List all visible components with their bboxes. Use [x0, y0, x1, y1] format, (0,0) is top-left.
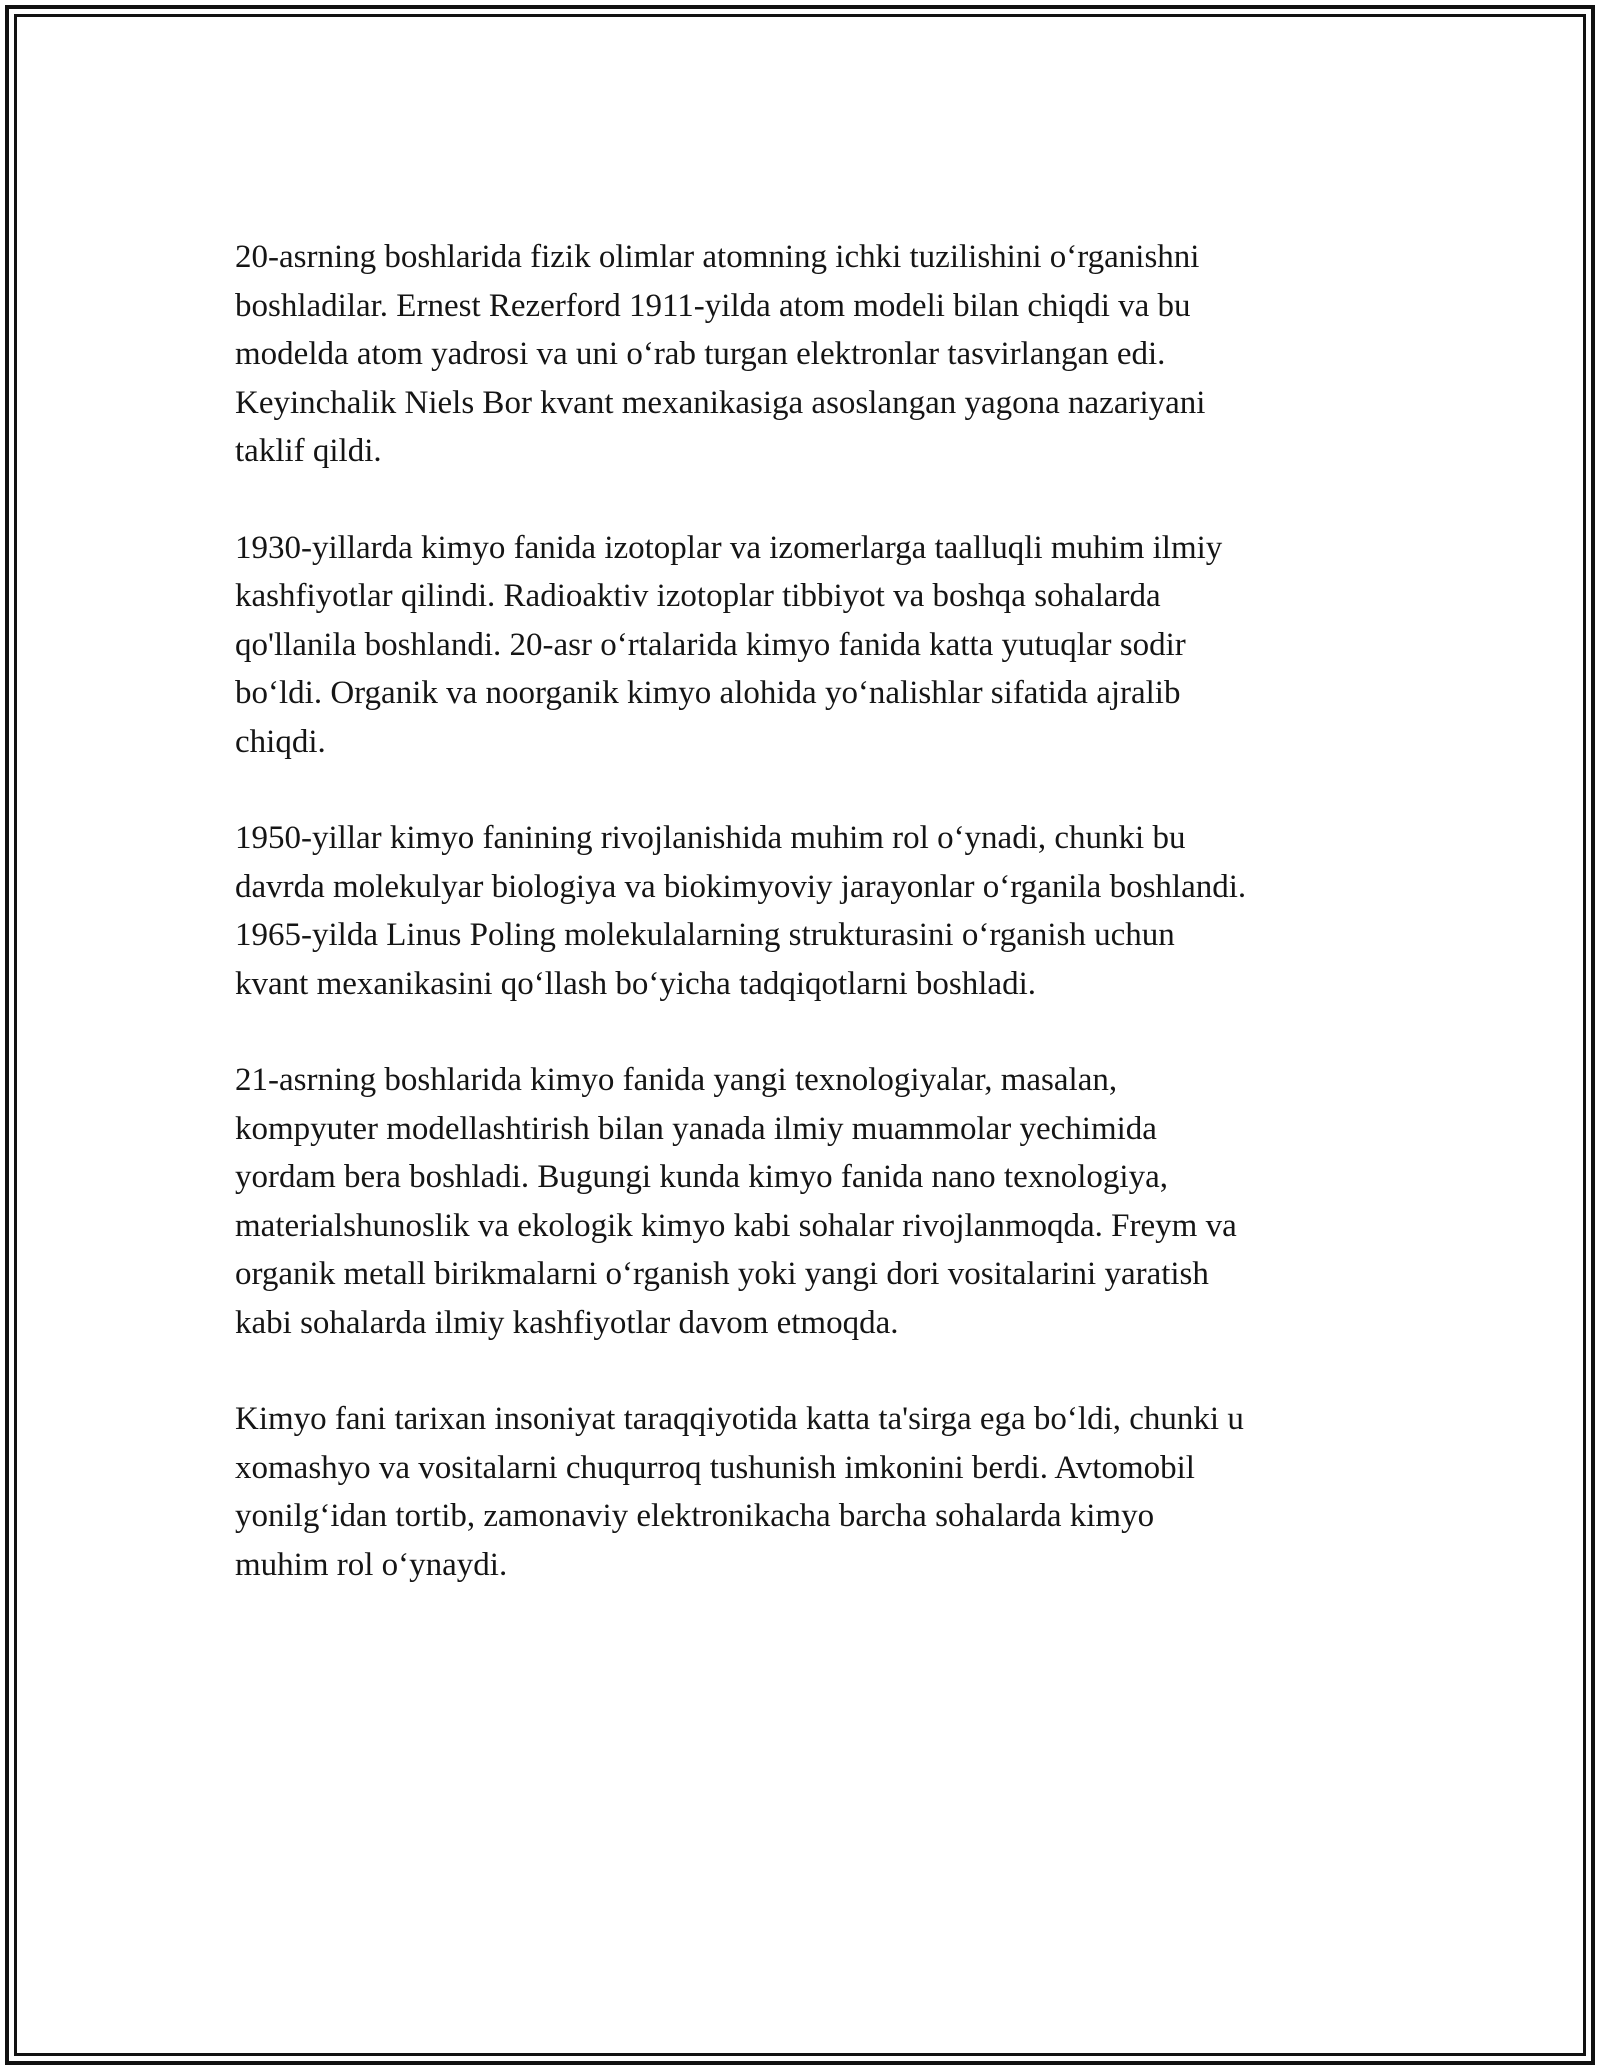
- text-line: qo'llanila boshlandi. 20-asr o‘rtalarida kimyo fanida katta yutuqlar sodir: [235, 626, 1186, 663]
- paragraph-1: [235, 233, 1375, 476]
- text-line: kvant mexanikasini qo‘llash bo‘yicha tadqiqotlarni boshladi.: [235, 965, 1036, 1002]
- text-line: 21-asrning boshlarida kimyo fanida yangi texnologiyalar, masalan,: [235, 1062, 1118, 1098]
- document-body: [235, 233, 1375, 1637]
- paragraph-5: [235, 1395, 1375, 1589]
- text-line: xomashyo va vositalarni chuqurroq tushunish imkonini berdi. Avtomobil: [235, 1449, 1195, 1486]
- text-line: muhim rol o‘ynaydi.: [235, 1546, 508, 1583]
- text-line: kompyuter modellashtirish bilan yanada ilmiy muammolar yechimida: [235, 1110, 1157, 1147]
- text-line: 20-asrning boshlarida fizik olimlar atomning ichki tuzilishini o‘rganishni: [235, 239, 1200, 275]
- text-line: yonilg‘idan tortib, zamonaviy elektronikacha barcha sohalarda kimyo: [235, 1498, 1155, 1534]
- text-line: boshladilar. Ernest Rezerford 1911-yilda atom modeli bilan chiqdi va bu: [235, 287, 1191, 324]
- text-line: organik metall birikmalarni o‘rganish yoki yangi dori vositalarini yaratish: [235, 1256, 1209, 1292]
- text-line: Kimyo fani tarixan insoniyat taraqqiyotida katta ta'sirga ega bo‘ldi, chunki u: [235, 1401, 1244, 1437]
- text-line: Keyinchalik Niels Bor kvant mexanikasiga asoslangan yagona nazariyani: [235, 384, 1206, 421]
- text-line: kabi sohalarda ilmiy kashfiyotlar davom etmoqda.: [235, 1304, 899, 1341]
- text-line: 1950-yillar kimyo fanining rivojlanishida muhim rol o‘ynadi, chunki bu: [235, 820, 1186, 856]
- text-line: bo‘ldi. Organik va noorganik kimyo alohida yo‘nalishlar sifatida ajralib: [235, 675, 1181, 711]
- text-line: modelda atom yadrosi va uni o‘rab turgan elektronlar tasvirlangan edi.: [235, 336, 1166, 372]
- paragraph-3: [235, 814, 1375, 1008]
- paragraph-2: [235, 524, 1375, 767]
- text-line: yordam bera boshladi. Bugungi kunda kimyo fanida nano texnologiya,: [235, 1159, 1168, 1195]
- text-line: davrda molekulyar biologiya va biokimyoviy jarayonlar o‘rganila boshlandi.: [235, 868, 1247, 905]
- text-line: chiqdi.: [235, 723, 326, 760]
- text-line: materialshunoslik va ekologik kimyo kabi sohalar rivojlanmoqda. Freym va: [235, 1207, 1237, 1244]
- text-line: 1930-yillarda kimyo fanida izotoplar va izomerlarga taalluqli muhim ilmiy: [235, 529, 1223, 566]
- paragraph-4: [235, 1056, 1375, 1347]
- text-line: taklif qildi.: [235, 433, 382, 469]
- text-line: kashfiyotlar qilindi. Radioaktiv izotoplar tibbiyot va boshqa sohalarda: [235, 578, 1161, 614]
- text-line: 1965-yilda Linus Poling molekulalarning strukturasini o‘rganish uchun: [235, 917, 1175, 953]
